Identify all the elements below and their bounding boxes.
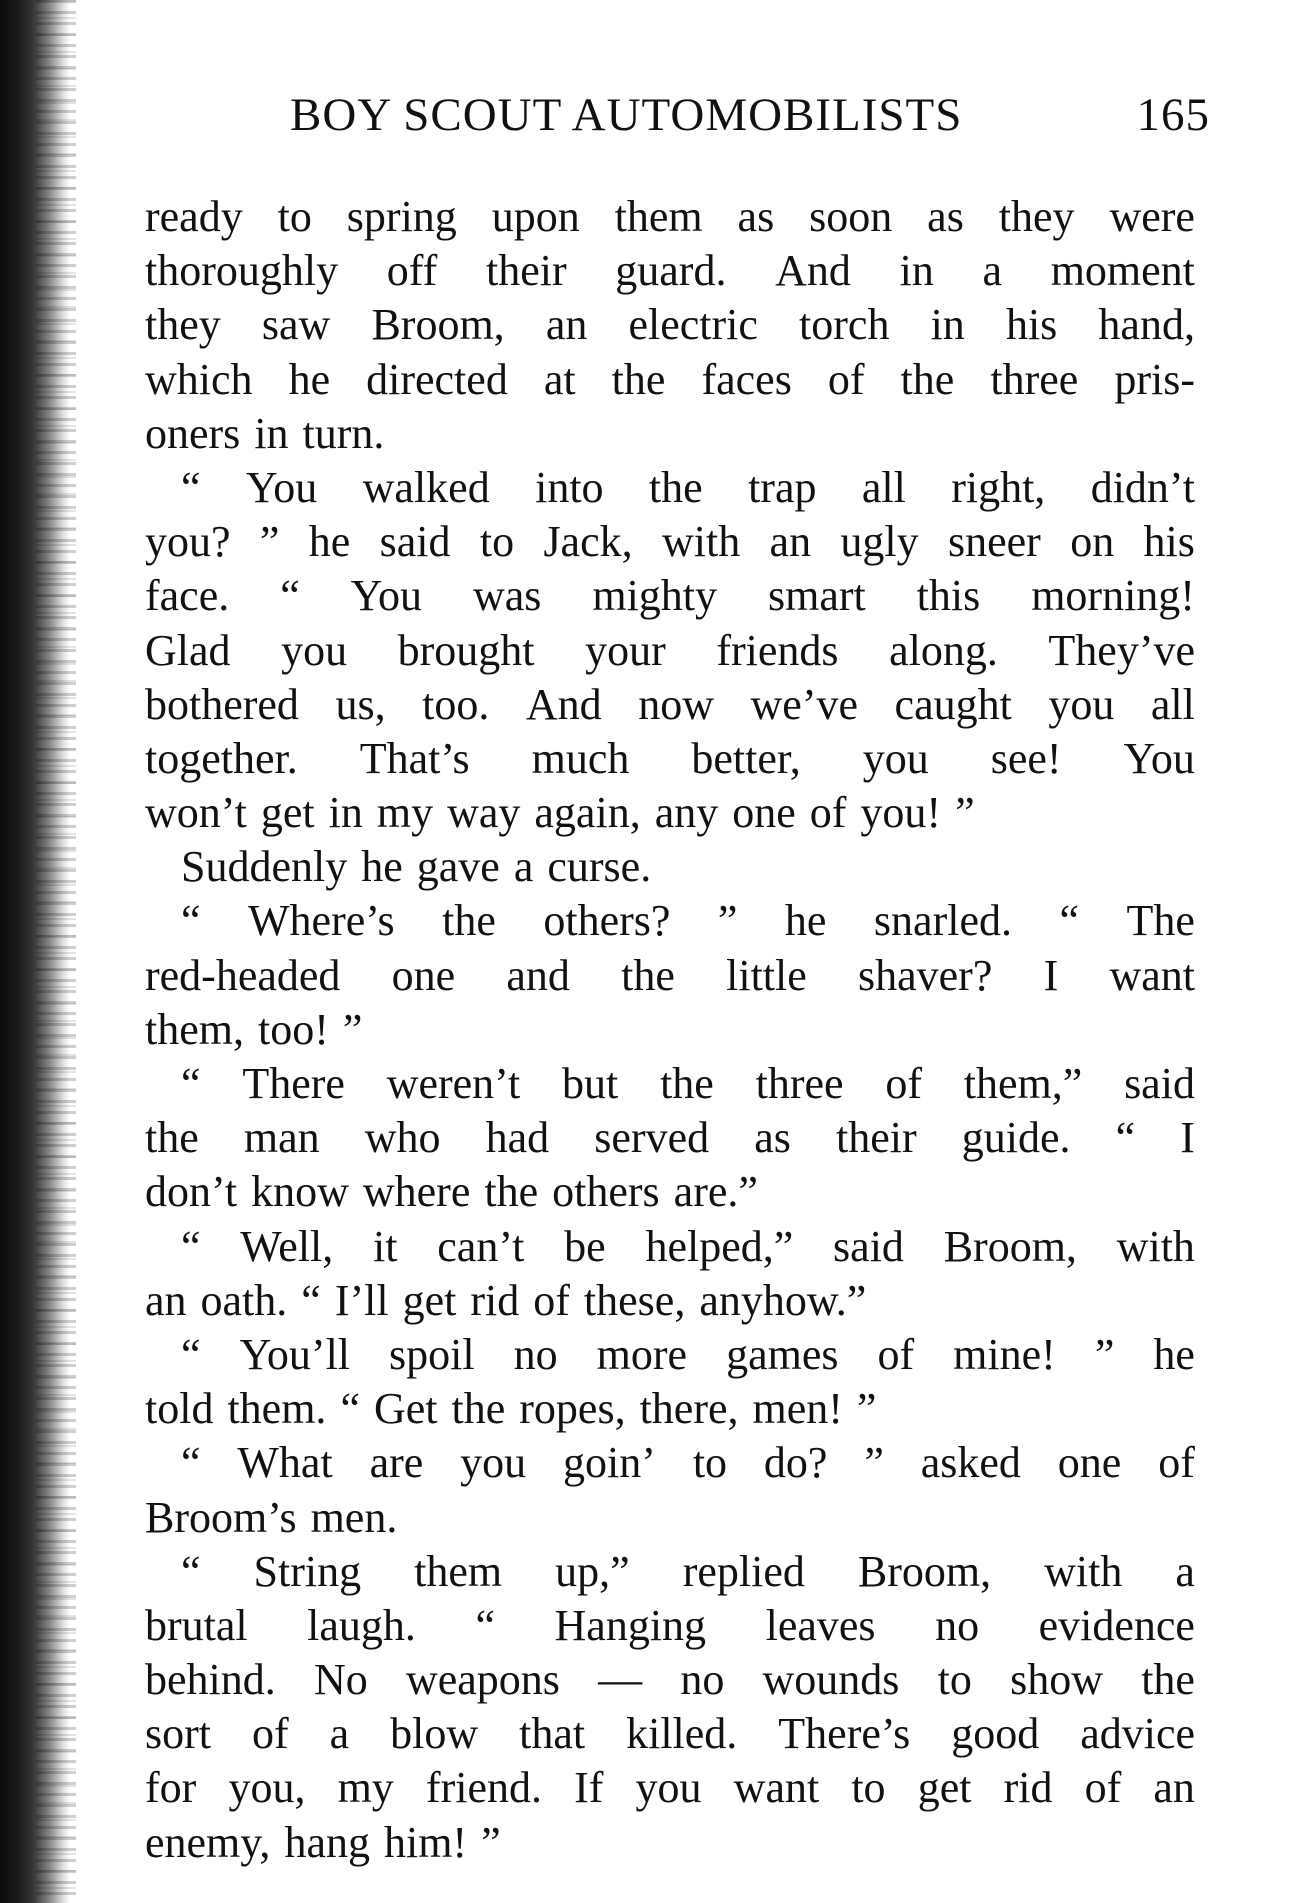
word: Glad [145, 625, 231, 675]
text-line [145, 244, 1195, 298]
word: That’s [359, 733, 470, 783]
word: They’ve [1048, 625, 1195, 675]
word: others? [543, 896, 671, 946]
word: I [1180, 1113, 1195, 1163]
word: of [1158, 1438, 1195, 1488]
word: guide. [961, 1113, 1071, 1163]
word: directed [366, 354, 508, 404]
word: of [1084, 1763, 1122, 1813]
word: snarled. [873, 896, 1012, 946]
word: ugly [840, 517, 919, 567]
word: way [447, 788, 521, 838]
text-line [145, 1274, 1195, 1328]
word: more [596, 1329, 688, 1379]
word: “ [181, 1059, 201, 1108]
word: of [827, 354, 865, 404]
word: with [1116, 1221, 1195, 1271]
word: along. [889, 625, 998, 675]
word: to [692, 1438, 728, 1488]
word: smart [767, 571, 866, 621]
text-line [145, 1165, 1195, 1219]
text-line [145, 732, 1195, 786]
word: Hanging [554, 1600, 707, 1650]
word: of [533, 1275, 570, 1325]
word: games [726, 1329, 839, 1379]
word: three [755, 1059, 844, 1108]
word: an [1153, 1763, 1195, 1813]
word: “ [1115, 1113, 1136, 1163]
word: he [308, 517, 351, 567]
word: together. [145, 733, 298, 783]
word: up,” [555, 1546, 630, 1596]
word: Suddenly [181, 842, 348, 892]
word: Jack, [543, 517, 633, 567]
word: spoil [389, 1329, 475, 1379]
word: shaver? [858, 950, 993, 1000]
word: There’s [778, 1709, 911, 1759]
word: them. [227, 1384, 327, 1434]
word: blow [390, 1709, 479, 1759]
word: at [543, 354, 576, 404]
word: no [680, 1655, 725, 1705]
word: advice [1080, 1709, 1195, 1759]
word: had [485, 1113, 550, 1163]
word: show [1010, 1655, 1103, 1705]
word: you [281, 625, 348, 675]
word: with [661, 517, 741, 567]
word: better, [691, 733, 801, 783]
word: curse. [547, 842, 652, 892]
word: You’ll [239, 1329, 351, 1379]
word: again, [534, 788, 641, 838]
word: them,” [963, 1059, 1083, 1108]
word: If [574, 1763, 604, 1813]
word: the [660, 1059, 714, 1108]
word: hand, [1098, 300, 1195, 350]
text-line [145, 840, 1195, 894]
word: he [288, 354, 331, 404]
running-title: BOY SCOUT AUTOMOBILISTS [290, 89, 963, 141]
word: ” [481, 1817, 501, 1867]
word: in [899, 246, 934, 296]
page-gutter-speckle [36, 0, 76, 1903]
word: “ [1059, 896, 1079, 946]
word: you? [145, 517, 231, 567]
word: get [260, 788, 315, 838]
word: gave [416, 842, 500, 892]
word: “ [280, 571, 300, 621]
word: of [251, 1709, 289, 1759]
text-line [145, 786, 1195, 840]
word: the [484, 1167, 539, 1217]
text-line [145, 1545, 1195, 1599]
word: to [851, 1763, 886, 1813]
word: morning! [1031, 571, 1195, 621]
word: I’ll [334, 1275, 389, 1325]
word: that [519, 1709, 586, 1759]
word: there, [639, 1384, 739, 1434]
word: get [402, 1275, 457, 1325]
word: their [836, 1113, 917, 1163]
word: turn. [302, 408, 385, 458]
word: “ [181, 1329, 201, 1379]
text-line [145, 569, 1195, 623]
word: into [535, 462, 604, 512]
text-line [145, 1436, 1195, 1490]
word: an [769, 517, 812, 567]
word: off [386, 246, 438, 296]
word: caught [894, 679, 1012, 729]
word: know [251, 1167, 349, 1217]
word: can’t [437, 1221, 525, 1271]
word: ” [856, 1384, 877, 1434]
word: others [552, 1167, 660, 1217]
word: “ [181, 1221, 201, 1271]
word: Get [373, 1384, 438, 1434]
word: Well, [240, 1221, 334, 1271]
text-line [145, 407, 1195, 461]
text-line [145, 1328, 1195, 1382]
text-line [145, 624, 1195, 678]
word: but [562, 1059, 619, 1108]
word: were [1109, 192, 1195, 241]
word: ” [259, 517, 280, 567]
word: a [1175, 1546, 1195, 1596]
running-header [290, 88, 1210, 148]
word: be [564, 1221, 606, 1271]
word: brutal [145, 1600, 248, 1650]
word: String [253, 1546, 362, 1596]
word: they [145, 300, 221, 350]
word: you [862, 733, 929, 783]
word: want [1109, 950, 1195, 1000]
word: pris- [1114, 354, 1195, 404]
word: ” [1094, 1329, 1115, 1379]
word: “ [475, 1600, 495, 1650]
word: behind. [145, 1655, 276, 1705]
word: this [916, 571, 981, 621]
word: my [376, 788, 434, 838]
word: a [329, 1709, 350, 1759]
word: which [145, 354, 253, 404]
word: saw [261, 300, 331, 350]
word: thoroughly [145, 246, 339, 296]
word: enemy, [145, 1817, 271, 1867]
word: one [391, 950, 456, 1000]
body-text [145, 190, 1195, 1870]
word: You [245, 462, 318, 512]
word: evidence [1038, 1600, 1195, 1650]
word: an [145, 1275, 187, 1325]
word: a [513, 842, 534, 892]
word: electric [628, 300, 758, 350]
text-line [145, 1057, 1195, 1111]
word: good [951, 1709, 1040, 1759]
word: Broom, [857, 1546, 992, 1596]
word: with [1044, 1546, 1123, 1596]
word: you [635, 1763, 702, 1813]
word: men! [752, 1384, 843, 1434]
word: the [442, 896, 496, 946]
word: of [809, 788, 847, 838]
word: moment [1050, 246, 1195, 296]
word: him! [383, 1817, 468, 1867]
word: “ [181, 1438, 201, 1488]
word: these, [583, 1275, 686, 1325]
word: walked [362, 462, 490, 512]
word: to [937, 1655, 972, 1705]
word: to [277, 192, 312, 241]
word: an [545, 300, 588, 350]
word: too! [257, 1004, 329, 1054]
word: the [1141, 1655, 1195, 1705]
word: oners [145, 408, 241, 458]
word: on [1070, 517, 1115, 567]
word: And [525, 679, 602, 729]
text-line [145, 190, 1195, 244]
word: weapons [405, 1655, 560, 1705]
word: in [930, 300, 965, 350]
word: the [621, 950, 675, 1000]
word: their [485, 246, 567, 296]
word: little [726, 950, 807, 1000]
word: won’t [145, 788, 247, 838]
word: them [614, 192, 703, 241]
word: ” [717, 896, 738, 946]
word: you! [860, 788, 942, 838]
word: “ [181, 462, 201, 512]
word: goin’ [563, 1438, 656, 1488]
word: us, [335, 679, 386, 729]
word: brought [397, 625, 535, 675]
word: No [313, 1655, 368, 1705]
word: wounds [762, 1655, 900, 1705]
word: too. [422, 679, 490, 729]
word: do? [763, 1438, 828, 1488]
text-line [145, 461, 1195, 515]
word: they [998, 192, 1075, 241]
word: weren’t [386, 1059, 521, 1108]
word: anyhow.” [699, 1275, 867, 1325]
word: the [611, 354, 666, 404]
word: Broom, [371, 300, 505, 350]
word: all [1150, 679, 1195, 729]
word: didn’t [1090, 462, 1195, 512]
word: no [935, 1600, 980, 1650]
word: rid [470, 1275, 520, 1325]
word: There [242, 1059, 345, 1108]
word: Broom’s [145, 1492, 297, 1542]
word: want [733, 1763, 820, 1813]
word: sneer [948, 517, 1041, 567]
word: guard. [615, 246, 727, 296]
word: mine! [953, 1329, 1056, 1379]
word: I [1043, 950, 1059, 1000]
word: said [833, 1221, 904, 1271]
text-line [145, 1707, 1195, 1761]
word: the [145, 1113, 199, 1163]
word: laugh. [307, 1600, 416, 1650]
word: told [145, 1384, 214, 1434]
word: get [917, 1763, 972, 1813]
word: where [362, 1167, 471, 1217]
word: who [364, 1113, 441, 1163]
word: replied [682, 1546, 805, 1596]
word: he [361, 842, 403, 892]
word: face. [145, 571, 230, 621]
word: much [531, 733, 630, 783]
text-line [145, 1761, 1195, 1815]
word: “ [181, 896, 201, 946]
text-line [145, 515, 1195, 569]
word: it [373, 1221, 398, 1271]
word: said [1124, 1059, 1195, 1108]
word: ready [145, 192, 243, 241]
word: You [1123, 733, 1195, 783]
word: ” [342, 1004, 363, 1054]
text-line [145, 1653, 1195, 1707]
word: of [877, 1329, 915, 1379]
page-number: 165 [1136, 89, 1210, 141]
text-line [145, 1220, 1195, 1274]
word: faces [701, 354, 792, 404]
text-line [145, 1003, 1195, 1057]
word: was [472, 571, 542, 621]
text-line [145, 1816, 1195, 1870]
word: ” [955, 788, 975, 838]
word: asked [920, 1438, 1021, 1488]
word: What [237, 1438, 333, 1488]
word: — [598, 1655, 643, 1705]
word: ropes, [519, 1384, 626, 1434]
word: trap [748, 462, 817, 512]
word: ” [864, 1438, 884, 1488]
word: “ [340, 1384, 360, 1434]
word: the [900, 354, 955, 404]
word: torch [799, 300, 890, 350]
word: friend. [425, 1763, 542, 1813]
word: in [254, 408, 289, 458]
word: sort [145, 1709, 211, 1759]
word: killed. [626, 1709, 738, 1759]
word: of [885, 1059, 922, 1108]
word: said [379, 517, 451, 567]
word: spring [346, 192, 457, 241]
word: a [982, 246, 1003, 296]
word: Broom, [943, 1221, 1077, 1271]
word: mighty [592, 571, 718, 621]
word: he [1153, 1329, 1195, 1379]
word: no [513, 1329, 558, 1379]
word: “ [301, 1275, 321, 1325]
word: red-headed [145, 950, 341, 1000]
word: bothered [145, 679, 299, 729]
word: don’t [145, 1167, 238, 1217]
word: are [369, 1438, 424, 1488]
word: any [654, 788, 719, 838]
word: you [460, 1438, 527, 1488]
word: see! [990, 733, 1062, 783]
word: we’ve [750, 679, 859, 729]
word: man [243, 1113, 320, 1163]
word: as [927, 192, 964, 241]
word: friends [716, 625, 839, 675]
text-line [145, 353, 1195, 407]
word: hang [284, 1817, 370, 1867]
text-line [145, 1599, 1195, 1653]
word: the [648, 462, 703, 512]
text-line [145, 678, 1195, 732]
text-line [145, 949, 1195, 1003]
text-line [145, 1111, 1195, 1165]
text-line [145, 1382, 1195, 1436]
word: The [1126, 896, 1195, 946]
word: You [350, 571, 423, 621]
word: your [585, 625, 666, 675]
word: leaves [765, 1600, 876, 1650]
word: oath. [200, 1275, 288, 1325]
text-line [145, 298, 1195, 352]
word: as [754, 1113, 791, 1163]
word: now [638, 679, 714, 729]
word: them, [145, 1004, 244, 1054]
word: you, [228, 1763, 306, 1813]
word: And [775, 246, 851, 296]
word: for [145, 1763, 197, 1813]
word: one [1057, 1438, 1122, 1488]
word: right, [951, 462, 1046, 512]
word: upon [491, 192, 580, 241]
word: three [990, 354, 1079, 404]
word: the [451, 1384, 506, 1434]
word: men. [310, 1492, 398, 1542]
word: them [414, 1546, 503, 1596]
word: helped,” [645, 1221, 794, 1271]
word: his [1143, 517, 1195, 567]
word: served [594, 1113, 710, 1163]
word: you [1048, 679, 1115, 729]
word: in [328, 788, 363, 838]
word: he [784, 896, 827, 946]
text-line [145, 894, 1195, 948]
word: as [737, 192, 775, 241]
text-line [145, 1491, 1195, 1545]
word: all [861, 462, 906, 512]
word: soon [809, 192, 893, 241]
word: his [1005, 300, 1058, 350]
word: Where’s [248, 896, 395, 946]
word: to [479, 517, 515, 567]
word: “ [181, 1546, 201, 1596]
word: my [337, 1763, 394, 1813]
word: rid [1003, 1763, 1053, 1813]
word: and [506, 950, 570, 1000]
word: are.” [673, 1167, 758, 1217]
word: one [732, 788, 796, 838]
